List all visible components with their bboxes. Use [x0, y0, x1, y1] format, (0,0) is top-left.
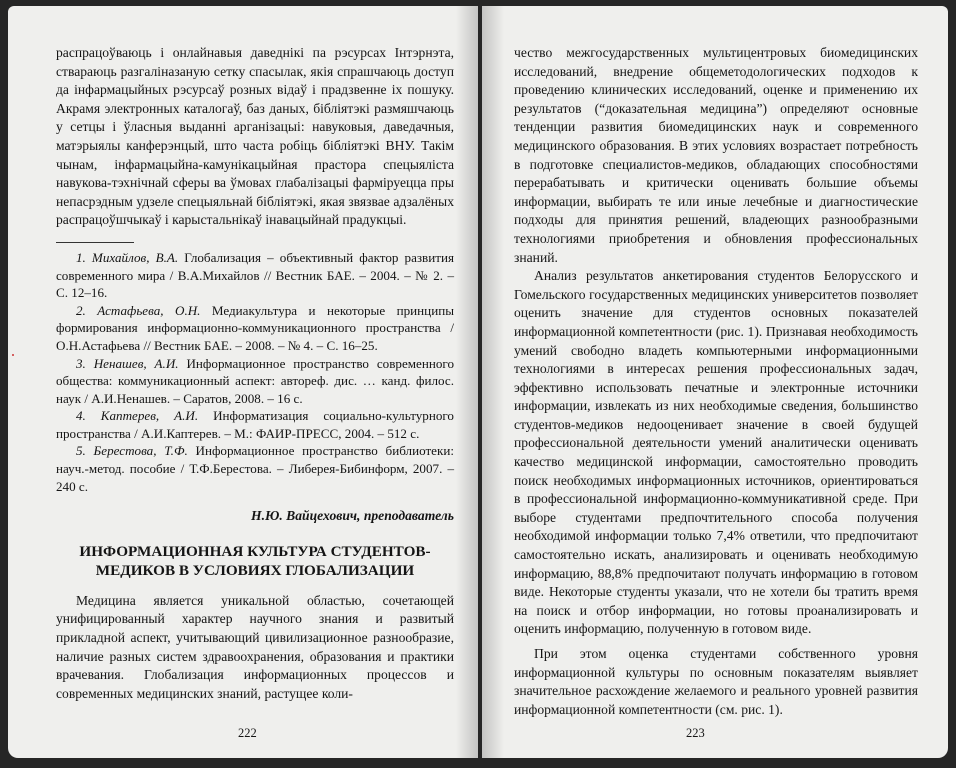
left-column [56, 44, 454, 703]
right-page [482, 6, 948, 758]
gutter-shadow [482, 6, 504, 758]
reference-item [56, 355, 454, 408]
reference-item [56, 302, 454, 355]
page-number: 222 [238, 726, 257, 740]
reference-text: Информационное пространство современного общества: коммуникационный аспект: автореф. дис. … канд. филос. наук / А.И.Ненашев. – Саратов, 2008. – 16 с. [56, 355, 454, 406]
right-paragraph-1: чество межгосударственных мультицентровых биомедицинских исследований, внедрение общеметодологических подходов к проведению клинических исследований, оценке и применению их результатов (“доказательная медицина”) определяют основные тенденции развития биомедицинских наук и современного медицинского образования. В этих условиях возрастает потребность в подготовке специалистов-медиков, обладающих способностями перерабатывать и критически оценивать большие объемы информации, выбирать те или иные лечебные и диагностические подходы для принятия решений, владеющих разнообразными технологиями приобретения и обновления профессиональных знаний. [514, 45, 918, 265]
right-paragraph-3: При этом оценка студентами собственного уровня информационной культуры по основным показателям выявляет значительное расхождение желаемого и реального уровней развития информационной компетентности (см. рис. 1). [514, 646, 918, 717]
reference-text: Глобализация – объективный фактор развития современного мира / В.А.Михайлов // Вестник БАЕ. – 2004. – № 2. – С. 12–16. [56, 249, 454, 301]
scan-speck [12, 354, 14, 356]
reference-item [56, 249, 454, 302]
reference-text: Медиакультура и некоторые принципы формирования информационно-коммуникационного пространства / О.Н.Астафьева // Вестник БАЕ. – 2008. – № 4. – С. 16–25. [56, 302, 454, 353]
reference-author: 2. Астафьева, О.Н. [76, 302, 201, 318]
author-role: преподаватель [360, 508, 454, 524]
reference-text: Информатизация социально-культурного пространства / А.И.Каптерев. – М.: ФАИР-ПРЕСС, 2004. – 512 с. [56, 408, 454, 441]
right-paragraph-2: Анализ результатов анкетирования студентов Белорусского и Гомельского государственных медицинских университетов позволяет оценить значение для студентов основных показателей информационной компетентности (рис. 1). Признавая необходимость умений свободно владеть компьютерными информационными технологиями в интересах решения профессиональных задач, эффективно использовать печатные и электронные источники информации, извлекать из них необходимые сведения, большинство студентов-медиков недооценивает значение в своей будущей профессиональной деятельности умений аналитически оценивать качество медицинской информации, самостоятельно проводить поиск необходимых информационных источников, ориентироваться в профессиональной информационно-коммуникативной среде. При выборе студентами предпочтительного способа получения необходимой информации только 7,4% ответили, что предпочитают самостоятельно искать, анализировать и оценивать необходимую информацию, 88,8% предпочитают получать информацию в готовом виде. Некоторые студенты указали, что не хотели бы тратить время на поиск и отбор информации, но готовы проанализировать и оценить информацию, полученную в готовом виде. [514, 268, 918, 637]
gutter-shadow [456, 6, 478, 758]
left-paragraph-2: Медицина является уникальной областью, сочетающей унифицированный характер научного знания и развитый прикладной аспект, учитывающий цивилизационное разнообразие, наличие разных систем здравоохранения, образования и практики врачевания. Глобализация информационных процессов и современных медицинских знаний, растущее коли- [56, 592, 454, 701]
reference-author: 3. Ненашев, А.И. [76, 355, 179, 371]
page-number: 223 [686, 726, 705, 740]
article-heading: ИНФОРМАЦИОННАЯ КУЛЬТУРА СТУДЕНТОВ-МЕДИКОВ В УСЛОВИЯХ ГЛОБАЛИЗАЦИИ [79, 542, 431, 579]
article-author [56, 507, 454, 526]
reference-item [56, 442, 454, 495]
reference-list [56, 242, 454, 495]
reference-author: 4. Каптерев, А.И. [76, 408, 199, 424]
reference-item [56, 407, 454, 442]
left-page [8, 6, 478, 758]
right-column [514, 44, 918, 719]
reference-divider [56, 242, 134, 243]
reference-author: 1. Михайлов, В.А. [76, 249, 179, 265]
reference-author: 5. Берестова, Т.Ф. [76, 443, 188, 459]
reference-text: Информационное пространство библиотеки: науч.-метод. пособие / Т.Ф.Берестова. – Либерея-Бибинформ, 2007. – 240 с. [56, 443, 455, 494]
author-name: Н.Ю. Вайцехович, [251, 508, 361, 524]
left-paragraph-1: распрацоўваюць і онлайнавыя даведнікі па рэсурсах Інтэрнэта, ствараюць разгаліназаную сетку спасылак, якія спрашчаюць доступ да інфармацыйных рэсурсаў розных відаў і прадзвенне іх пошуку. Акрамя электронных каталогаў, баз даных, бібліятэкі размяшчаюць у сетцы і ўласныя выданні арганізацыі: навуковыя, даведачныя, матэрыялы канферэнцый, што часта робіць бібліятэкі ВНУ. Такім чынам, інфармацыйна-камунікацыйная прастора спецыяліста навукова-тэхнічнай сферы ва ўмовах глабалізацыі фарміруецца пры непасрэдным удзеле спецыяльнай бібліятэкі, якая звязвае адзалёных распрацоўшчыкаў і карыстальнікаў інавацыйнай прадукцыі. [56, 45, 454, 228]
